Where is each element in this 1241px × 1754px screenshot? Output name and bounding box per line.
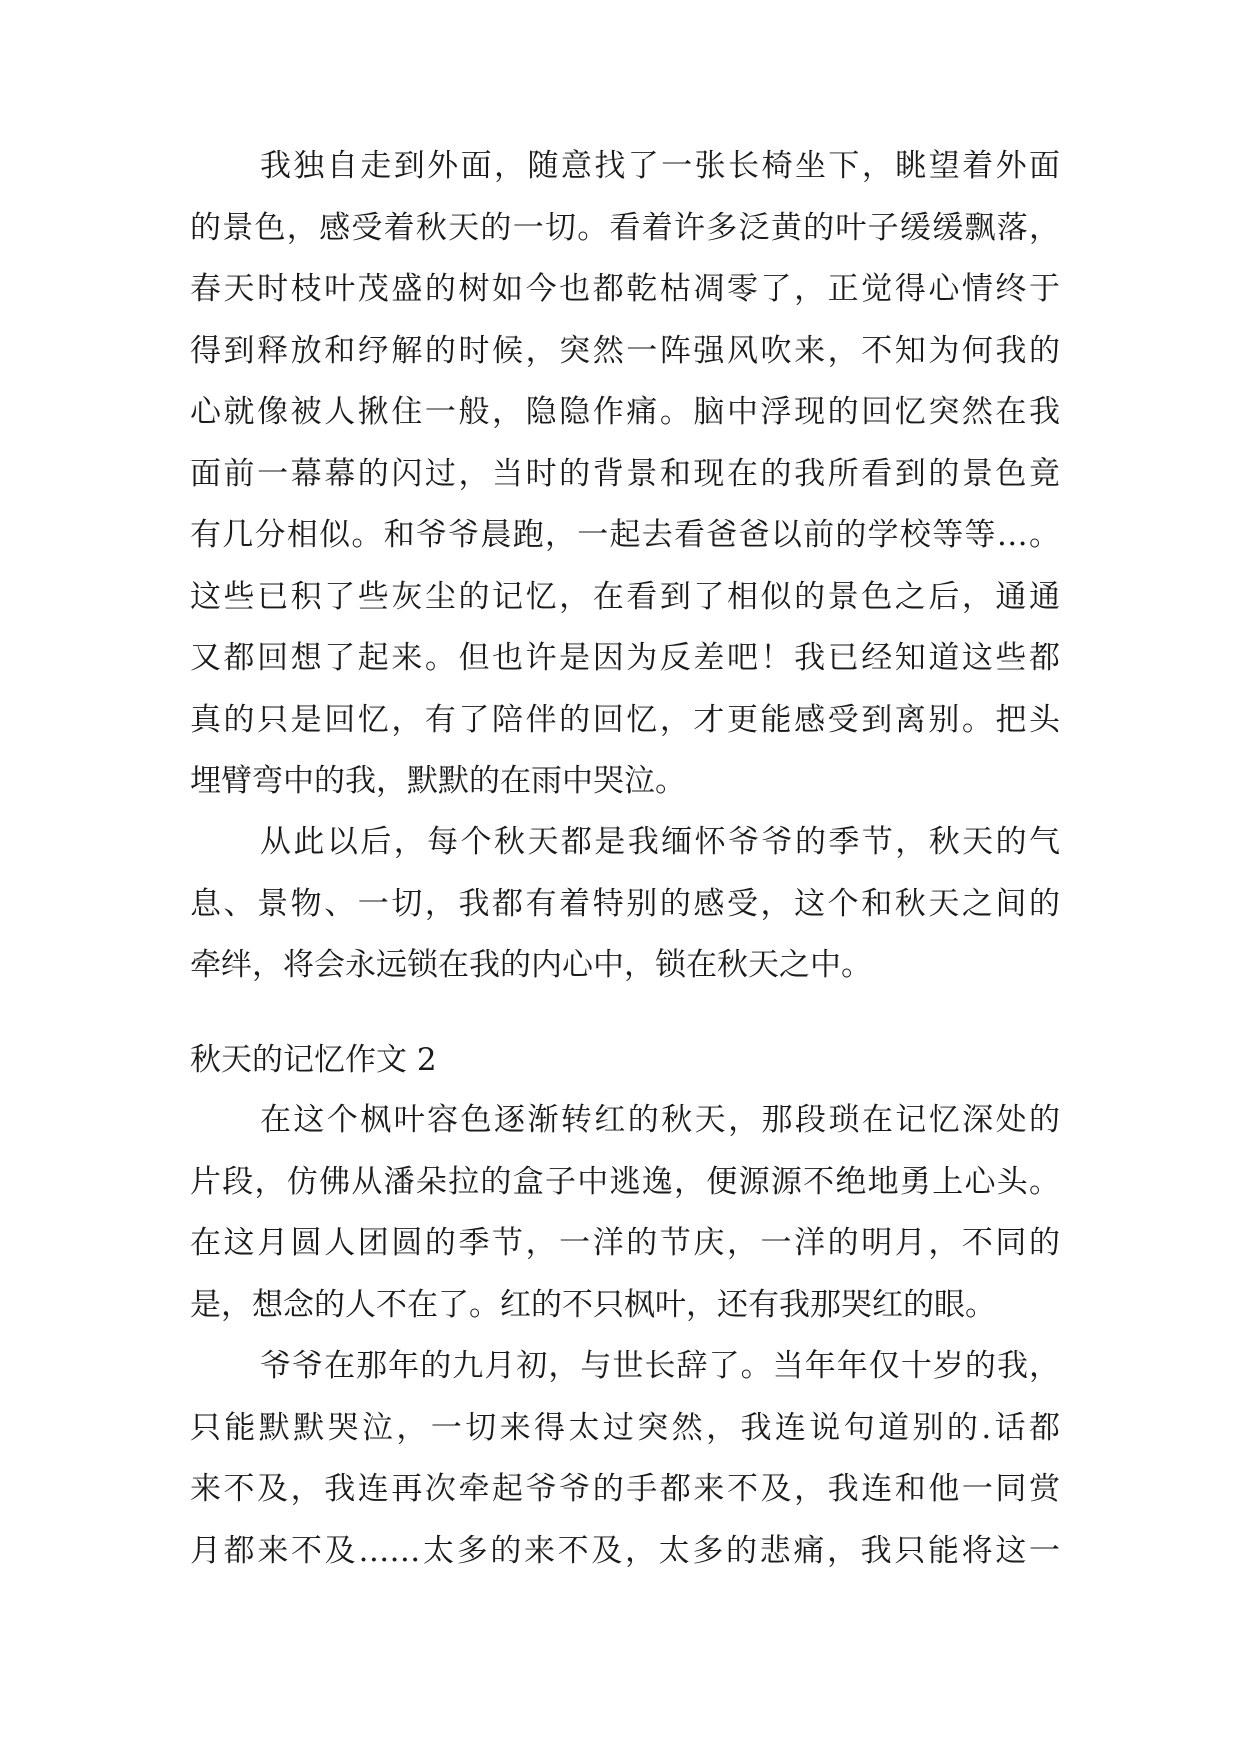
text-line: 埋臂弯中的我，默默的在雨中哭泣。 [190,763,686,799]
text-line: 面前一幕幕的闪过，当时的背景和现在的我所看到的景色竟 [190,455,1060,492]
text-line: 的景色，感受着秋天的一切。看着许多泛黄的叶子缓缓飘落， [190,209,1060,246]
text-line: 春天时枝叶茂盛的树如今也都乾枯凋零了，正觉得心情终于 [190,271,1060,307]
text-line: 有几分相似。和爷爷晨跑，一起去看爸爸以前的学校等等…。 [190,517,1060,553]
text-line: 得到释放和纾解的时候，突然一阵强风吹来，不知为何我的 [190,332,1060,369]
paragraph-4 [190,1336,1060,1582]
text-line: 片段，仿佛从潘朵拉的盒子中逃逸，便源源不绝地勇上心头。 [190,1163,1060,1200]
text-line: 在这月圆人团圆的季节，一洋的节庆，一洋的明月，不同的 [190,1225,1060,1261]
text-line: 爷爷在那年的九月初，与世长辞了。当年年仅十岁的我， [260,1348,1060,1384]
text-line: 这些已积了些灰尘的记忆，在看到了相似的景色之后，通通 [190,578,1060,615]
text-line: 月都来不及……太多的来不及，太多的悲痛，我只能将这一 [190,1532,1060,1569]
text-line: 息、景物、一切，我都有着特别的感受，这个和秋天之间的 [190,885,1060,922]
paragraph-3 [190,1090,1060,1336]
text-line: 从此以后，每个秋天都是我缅怀爷爷的季节，秋天的气 [260,824,1060,860]
text-line: 在这个枫叶容色逐渐转红的秋天，那段琐在记忆深处的 [260,1102,1060,1138]
text-line: 心就像被人揪住一般，隐隐作痛。脑中浮现的回忆突然在我 [190,394,1060,430]
text-line: 真的只是回忆，有了陪伴的回忆，才更能感受到离别。把头 [190,701,1060,738]
text-line: 我独自走到外面，随意找了一张长椅坐下，眺望着外面 [260,148,1060,184]
text-line: 又都回想了起来。但也许是因为反差吧！我已经知道这些都 [190,640,1060,676]
paragraph-2 [190,812,1060,997]
text-line: 牵绊，将会永远锁在我的内心中，锁在秋天之中。 [190,947,872,983]
paragraph-1 [190,136,1060,813]
section-heading: 秋天的记忆作文 2 [190,1042,437,1078]
text-line: 是，想念的人不在了。红的不只枫叶，还有我那哭红的眼。 [190,1286,996,1323]
text-line: 来不及，我连再次牵起爷爷的手都来不及，我连和他一同赏 [190,1471,1060,1507]
text-line: 只能默默哭泣，一切来得太过突然，我连说句道别的.话都 [190,1409,1060,1446]
